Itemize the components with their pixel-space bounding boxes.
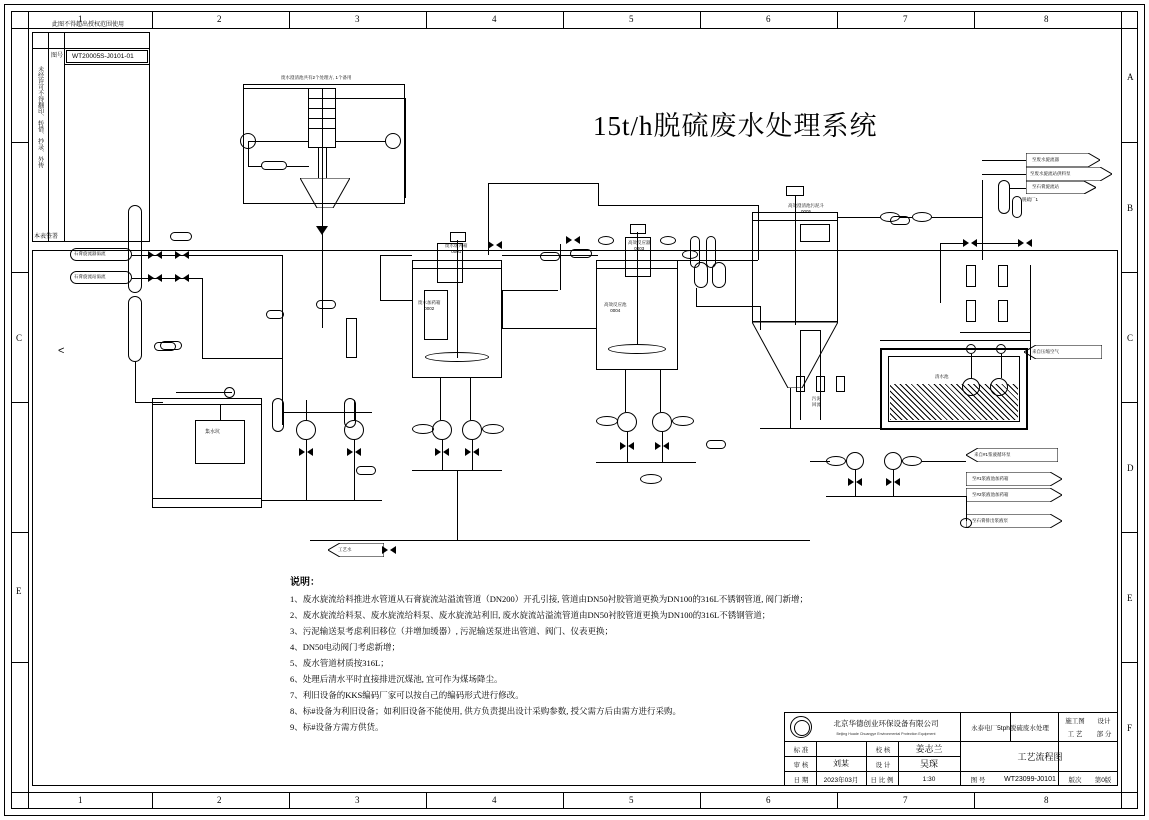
zone-row-c-right: C bbox=[1127, 333, 1134, 343]
hydrocyclone-hopper bbox=[300, 178, 350, 208]
revision-vertical-note: 未经许可不得翻印、转借、抄录、外传 bbox=[36, 66, 43, 168]
standard-label: 标 准 bbox=[793, 746, 809, 754]
approve-label: 审 核 bbox=[793, 761, 809, 769]
clarifier-feed-2 bbox=[912, 212, 932, 222]
reactor-pump-b-suction bbox=[672, 416, 694, 426]
note-item-7: 7、利旧设备的KKS编码厂家可以按自己的编码形式进行修改。 bbox=[290, 690, 524, 700]
pit-internal-box bbox=[195, 420, 245, 464]
note-item-3: 3、污泥输送泵考虑利旧移位（并增加缓器）, 污泥输送泵进出管道、阀门、仪表更换； bbox=[290, 626, 614, 636]
zone-row-f-right: F bbox=[1127, 723, 1133, 733]
pit-label: 集水坑 bbox=[205, 429, 221, 435]
instrument-left-1 bbox=[170, 232, 192, 241]
date-label: 日 期 bbox=[793, 776, 809, 784]
sludge-pump-b-suction bbox=[902, 456, 922, 466]
valve-sludge-b[interactable] bbox=[886, 478, 900, 486]
valve-buffer-out[interactable] bbox=[488, 241, 502, 249]
air-supply-label: 来自压缩空气 bbox=[1032, 349, 1059, 354]
note-item-6: 6、处理后清水平时直接排进沉煤池, 宜可作为煤场降尘。 bbox=[290, 674, 503, 684]
zone-col-5-top: 5 bbox=[629, 14, 634, 24]
right-device-1 bbox=[966, 265, 976, 287]
clarifier-valve-box-1[interactable] bbox=[796, 376, 805, 392]
zone-col-6-top: 6 bbox=[766, 14, 771, 24]
zone-row-a-right: A bbox=[1127, 72, 1134, 82]
zone-col-4-bottom: 4 bbox=[492, 795, 497, 805]
pump-a-body bbox=[272, 398, 284, 432]
reactor-pump-discharge bbox=[640, 474, 662, 484]
process-water-label: 工艺水 bbox=[338, 547, 352, 552]
valve-pump-a[interactable] bbox=[299, 448, 313, 456]
sludge-pump-b[interactable] bbox=[884, 452, 902, 470]
clear-water-basin-label: 清水池 bbox=[935, 374, 949, 379]
stream-label-1: 石膏旋流器溢流 bbox=[74, 251, 106, 256]
drawing-number-top: WT20005S-J0101-01 bbox=[72, 53, 134, 60]
drawing-number-label: 图 号 bbox=[970, 776, 986, 784]
company-name-en: Beijing Huade Chuangye Environmental Protection Equipment bbox=[836, 732, 936, 736]
zone-col-6-bottom: 6 bbox=[766, 795, 771, 805]
dosing-tank-tag: 废水加药箱 0002 bbox=[418, 300, 441, 311]
right-device-4 bbox=[998, 300, 1008, 322]
right-device-3 bbox=[966, 300, 976, 322]
reactor-agitator-blade bbox=[608, 344, 666, 354]
notes-block bbox=[290, 575, 808, 735]
part-label: 部 分 bbox=[1096, 731, 1112, 738]
reactor-tag: 高效反应器 0003 bbox=[628, 240, 651, 251]
hydrocyclone-note: 废水澄清池共有2个处理方, 1个备用 bbox=[281, 75, 352, 80]
output-label-slurry-2: 至#2浆液池加药箱 bbox=[972, 492, 1009, 497]
zone-col-3-top: 3 bbox=[355, 14, 360, 24]
zone-row-b-right: B bbox=[1127, 203, 1134, 213]
designer-signature: 吴琛 bbox=[919, 758, 938, 769]
zone-col-4-top: 4 bbox=[492, 14, 497, 24]
zone-col-2-top: 2 bbox=[217, 14, 222, 24]
zone-row-e-right: E bbox=[1127, 593, 1133, 603]
buffer-pump-b-suction bbox=[482, 424, 504, 434]
note-item-9: 9、标#设备方需方供货。 bbox=[290, 722, 384, 732]
instrument-misc-8 bbox=[712, 262, 726, 288]
dosing-tank bbox=[424, 290, 448, 340]
pit-pump-1[interactable] bbox=[224, 387, 235, 398]
note-item-8: 8、标#设备为利旧设备；如利旧设备不能使用, 供方负责提出设计采购参数, 授父需方后由需方进行采购。 bbox=[290, 706, 682, 716]
right-vessel-2 bbox=[1012, 196, 1022, 218]
design-label: 设计 bbox=[1097, 718, 1111, 725]
vessel-left-1 bbox=[128, 205, 142, 293]
valve-right-2[interactable] bbox=[1018, 239, 1032, 247]
valve-reactor-pump-a[interactable] bbox=[620, 442, 634, 450]
output-label-3: 至石膏旋流站 bbox=[1032, 184, 1059, 189]
reactor-motor bbox=[630, 224, 646, 234]
company-name-cn: 北京华德创业环保设备有限公司 bbox=[833, 718, 939, 728]
note-item-4: 4、DN50电动阀门考虑新增； bbox=[290, 642, 401, 652]
basin-fitting-a bbox=[966, 344, 976, 354]
clarifier-instrument bbox=[800, 224, 830, 242]
reactor-pump-b[interactable] bbox=[652, 412, 672, 432]
note-item-2: 2、废水旋流给料泵、废水旋流给料泵、废水旋流站利旧, 废水旋流站溢流管道由DN50衬胶管道更换为DN100的316L不锈钢管道； bbox=[290, 610, 771, 620]
zone-row-e-left: E bbox=[16, 586, 22, 596]
reactor-pump-a[interactable] bbox=[617, 412, 637, 432]
copyright-note: 此图不得超出授权范围使用 bbox=[52, 22, 125, 28]
company-logo-inner bbox=[794, 720, 810, 736]
valve-buffer-pump-a[interactable] bbox=[435, 448, 449, 456]
valve-buffer-pump-b[interactable] bbox=[465, 448, 479, 456]
zone-row-d-right: D bbox=[1127, 463, 1134, 473]
approve-signature: 刘某 bbox=[833, 759, 849, 768]
basin-pump-b[interactable] bbox=[990, 378, 1008, 396]
sludge-pump-a[interactable] bbox=[846, 452, 864, 470]
valve-pump-b[interactable] bbox=[347, 448, 361, 456]
clarifier-cone bbox=[752, 322, 838, 388]
output-label-2: 至废水旋流站供料泵 bbox=[1030, 171, 1071, 176]
buffer-pump-b[interactable] bbox=[462, 420, 482, 440]
page-title: 15t/h脱硫废水处理系统 bbox=[593, 111, 878, 141]
reactor-tag-2: 高效反应池 0004 bbox=[604, 302, 627, 313]
zone-col-2-bottom: 2 bbox=[217, 795, 222, 805]
instrument-buffer bbox=[570, 249, 592, 258]
valve-left-1[interactable] bbox=[148, 251, 162, 259]
instrument-misc-5 bbox=[706, 440, 726, 449]
instrument-pill-1 bbox=[261, 161, 287, 170]
clarifier-tag: 高效澄清池污泥斗 0005 bbox=[788, 203, 824, 214]
date-value: 2023年03月 bbox=[823, 776, 859, 784]
clarifier-drive bbox=[786, 186, 804, 196]
reactor-side-pipe-3 bbox=[682, 250, 698, 259]
left-arrow-marker: < bbox=[58, 345, 65, 357]
instrument-misc-4 bbox=[540, 252, 560, 261]
reactor-nozzle-2 bbox=[660, 236, 676, 245]
scale-label: 日 比 例 bbox=[870, 776, 894, 784]
zone-row-c-left: C bbox=[16, 333, 23, 343]
designer-label: 设 计 bbox=[875, 761, 891, 769]
notes-heading: 说明： bbox=[290, 577, 320, 588]
zone-col-5-bottom: 5 bbox=[629, 795, 634, 805]
construction-stage-label: 施工图 bbox=[1065, 718, 1085, 725]
valve-reactor-pump-b[interactable] bbox=[655, 442, 669, 450]
buffer-tank-level-instrument bbox=[437, 243, 463, 283]
note-item-5: 5、废水管道材质按316L； bbox=[290, 658, 389, 668]
process-label: 工 艺 bbox=[1067, 731, 1083, 738]
basin-fitting-b bbox=[996, 344, 1006, 354]
valve-symbol-2[interactable] bbox=[385, 133, 401, 149]
drawing-title: 工艺流程图 bbox=[1017, 751, 1063, 762]
basin-pump-a[interactable] bbox=[962, 378, 980, 396]
zone-col-1-top: 1 bbox=[78, 14, 83, 24]
check-signature: 姜志兰 bbox=[915, 743, 943, 754]
reactor-pump-a-suction bbox=[596, 416, 618, 426]
right-device-2 bbox=[998, 265, 1008, 287]
zone-col-3-bottom: 3 bbox=[355, 795, 360, 805]
valve-buffer-out-2[interactable] bbox=[566, 236, 580, 244]
buffer-tank-motor bbox=[450, 232, 466, 242]
right-vessel-1 bbox=[998, 180, 1010, 214]
check-label: 校 核 bbox=[875, 746, 891, 754]
instrument-misc-2 bbox=[316, 300, 336, 309]
clarifier-valve-label: 污泥 回流 bbox=[812, 396, 821, 407]
signature-label: 本表签署 bbox=[34, 234, 59, 240]
output-label-slurry-1: 至#1浆液池加药箱 bbox=[972, 476, 1009, 481]
drawing-number-value: WT23099-J0101 bbox=[1004, 775, 1056, 783]
instrument-misc-7 bbox=[694, 262, 708, 288]
output-label-4: 脱硫厂1 bbox=[1022, 197, 1039, 202]
output-label-1: 至废水旋流器 bbox=[1032, 157, 1059, 162]
zone-col-1-bottom: 1 bbox=[78, 795, 83, 805]
buffer-pump-a-suction bbox=[412, 424, 434, 434]
valve-sludge-a[interactable] bbox=[848, 478, 862, 486]
instrument-pump bbox=[356, 466, 376, 475]
pump-a[interactable] bbox=[296, 420, 316, 440]
output-label-slurry-3: 至石膏排出浆液泵 bbox=[972, 518, 1008, 523]
reactor-nozzle-1 bbox=[598, 236, 614, 245]
buffer-tank-tag: 废水缓冲箱 0001 bbox=[445, 243, 468, 254]
valve-process-water[interactable] bbox=[382, 546, 396, 554]
valve-right-1[interactable] bbox=[963, 239, 977, 247]
buffer-pump-a[interactable] bbox=[432, 420, 452, 440]
clarifier-valve-box-3[interactable] bbox=[836, 376, 845, 392]
inlet-label-slurry: 来自#1浆液循环泵 bbox=[974, 452, 1011, 457]
drawing-number-label-top: 图号 bbox=[51, 53, 64, 59]
stream-label-2: 石膏旋流站溢流 bbox=[74, 274, 106, 279]
project-name: 永泰电厂5tph脱硫废水处理 bbox=[971, 724, 1049, 732]
zone-col-8-top: 8 bbox=[1044, 14, 1049, 24]
valve-left-2[interactable] bbox=[148, 274, 162, 282]
standard-value bbox=[818, 742, 864, 756]
revision-value: 第0版 bbox=[1094, 776, 1112, 784]
zone-col-7-top: 7 bbox=[903, 14, 908, 24]
note-item-1: 1、废水旋流给料推进水管道从石膏旋流站溢流管道（DN200）开孔引接, 管道由DN50衬胶管道更换为DN100的316L不锈钢管道, 阀门新增； bbox=[290, 594, 809, 604]
zone-col-8-bottom: 8 bbox=[1044, 795, 1049, 805]
sludge-pipe-segment bbox=[346, 318, 357, 358]
process-water-arrow bbox=[328, 543, 384, 557]
zone-col-7-bottom: 7 bbox=[903, 795, 908, 805]
instrument-misc-6 bbox=[890, 216, 910, 225]
instrument-misc-3 bbox=[266, 310, 284, 319]
clarifier-valve-box-2[interactable] bbox=[816, 376, 825, 392]
scale-value: 1:30 bbox=[922, 775, 936, 783]
revision-label: 版次 bbox=[1068, 776, 1082, 784]
vessel-left-2 bbox=[128, 296, 142, 362]
instrument-misc-1 bbox=[154, 342, 176, 351]
